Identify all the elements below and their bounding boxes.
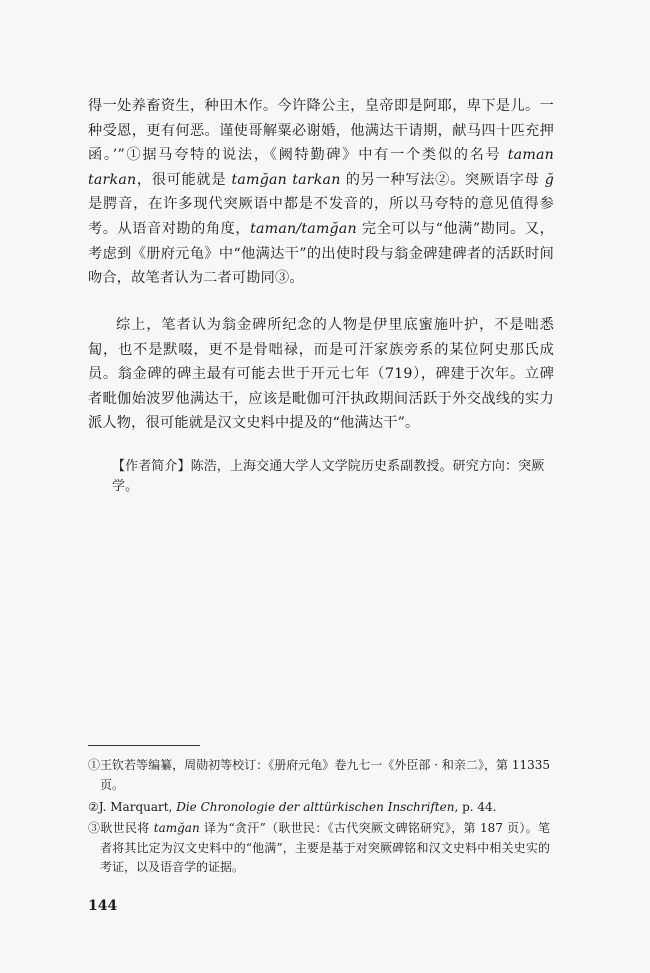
footnote-text: , p. 44. bbox=[454, 800, 497, 814]
paragraph-text: 是腭音，在许多现代突厥语中都是不发音的，所以马夸特的意见值得参考。从语音对勘的角度， bbox=[88, 196, 554, 237]
italic-term: tamğan tarkan bbox=[231, 171, 341, 188]
italic-term: taman tarkan bbox=[88, 147, 554, 188]
body-paragraph-2: 综上，笔者认为翁金碑所纪念的人物是伊里底蜜施叶护，不是咄悉匐，也不是默啜，更不是骨咄禄，而是可汗家族旁系的某位阿史那氏成员。翁金碑的碑主最有可能去世于开元七年（719），碑建于次年。立碑者毗伽始波罗他满达干，应该是毗伽可汗执政期间活跃于外交战线的实力派人物，很可能就是汉文史料中提及的“他满达干”。 bbox=[88, 317, 554, 432]
footnote-2 bbox=[88, 798, 550, 818]
italic-term: taman/tamğan bbox=[250, 220, 357, 237]
footnote-text: 译为“贪汗”（耿世民：《古代突厥文碑铭研究》，第 187 页）。笔者将其比定为汉文史料中的“他满”，主要是基于对突厥碑铭和汉文史料中相关史实的考证，以及语音学的证据。 bbox=[100, 821, 550, 874]
footnote-divider bbox=[88, 745, 200, 746]
author-note: 【作者简介】陈浩，上海交通大学人文学院历史系副教授。研究方向：突厥学。 bbox=[112, 459, 545, 494]
paragraph-text: 得一处养畜资生，种田木作。今许降公主，皇帝即是阿耶，卑下是儿。一种受恩，更有何恶。谨使哥解粟必谢婚，他满达干请期，献马四十匹充押函。’”①据马夸特的说法，《阙特勤碑》中有一个类似的名号 bbox=[88, 98, 554, 164]
footnote-text: ②J. Marquart, bbox=[88, 800, 177, 814]
paragraph-text: 的另一种写法②。突厥语字母 bbox=[340, 171, 545, 188]
body-paragraph-1 bbox=[88, 94, 554, 291]
footnote-italic-term: tamğan bbox=[153, 821, 200, 835]
footnote-1 bbox=[88, 756, 550, 795]
italic-term: ğ bbox=[544, 171, 554, 188]
footnote-text: ③耿世民将 bbox=[88, 821, 154, 835]
footnote-text: ①王钦若等编纂，周勋初等校订：《册府元龟》卷九七一《外臣部 · 和亲二》，第 11335 页。 bbox=[88, 758, 550, 792]
footnote-italic-title: Die Chronologie der alttürkischen Inschriften bbox=[176, 800, 455, 814]
page-number: 144 bbox=[88, 898, 118, 914]
paragraph-text: 完全可以与“他满”勘同。又，考虑到《册府元龟》中“他满达干”的出使时段与翁金碑建碑者的活跃时间吻合，故笔者认为二者可勘同③。 bbox=[88, 220, 554, 287]
footnote-3 bbox=[88, 819, 550, 878]
paragraph-text: ，很可能就是 bbox=[136, 171, 232, 188]
